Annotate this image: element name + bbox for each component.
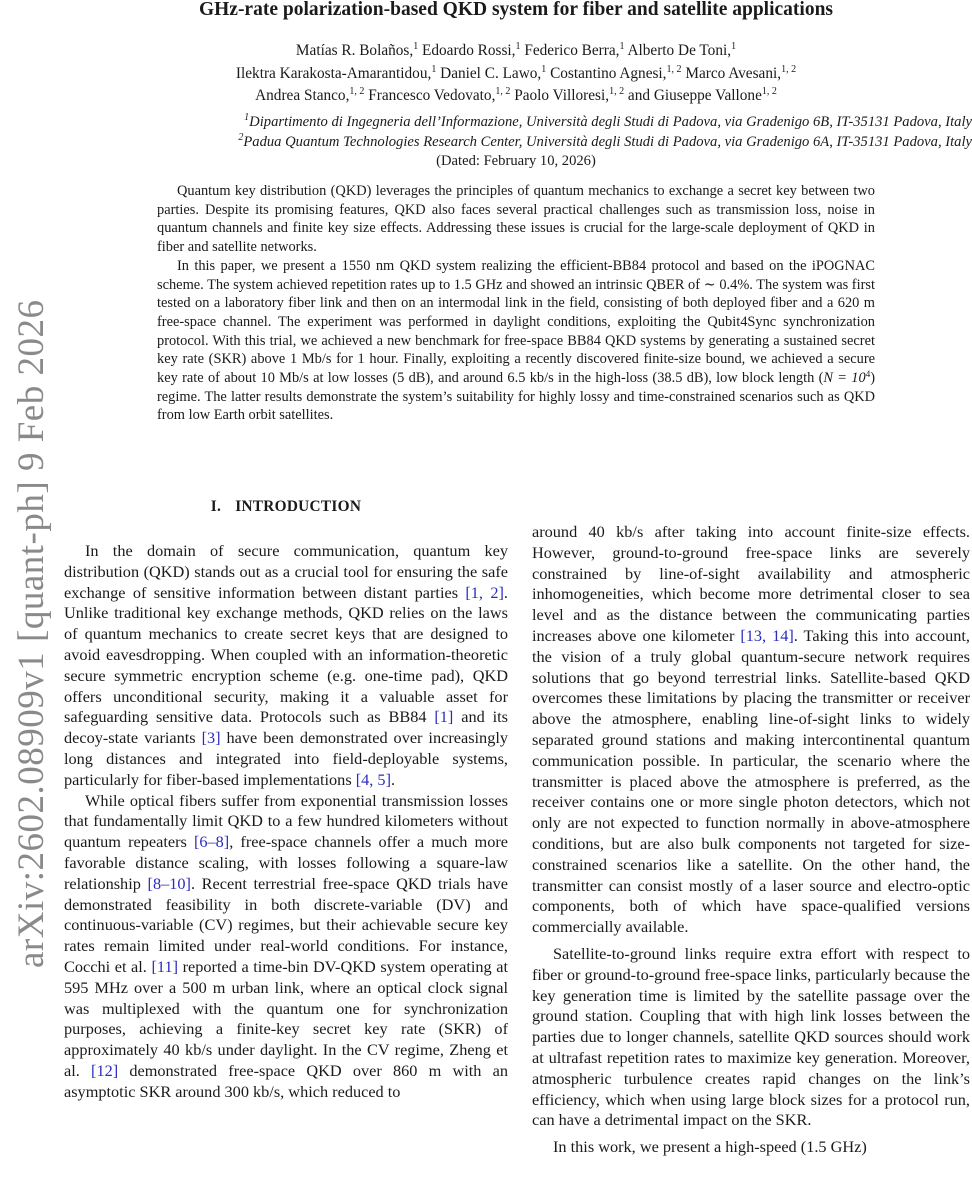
body-paragraph-continued: around 40 kb/s after taking into account finite-size effects. However, ground-to-ground free-space links are severely constrained by line-of-sight availability and atmospheric inhomogeneities, which become more detrimental closer to sea level and as the distance between the communicating parties increases above one kilometer [13, 14]. Taking this into account, the vision of a truly global quantum-secure network requires solutions that go beyond terrestrial links. Satellite-based QKD overcomes these limitations by placing the transmitter or receiver above the atmosphere, enabling line-of-sight links to widely separated ground stations and making intercontinental quantum communication possible. In particular, the scenario where the transmitter is placed above the atmosphere is preferred, as the receiver contains one or more single photon detectors, which not only are not expected to function normally in above-atmosphere conditions, but are also bulk components not targeted for size-constrained scenarios like a satellite. On the other hand, the transmitter can consist mostly of a laser source and electro-optic components, both of which have space-qualified versions commercially available. <box>532 522 970 937</box>
author: Marco Avesani,$^{1, 2}$ <box>685 63 797 82</box>
citation-link[interactable]: [1, 2] <box>465 582 504 602</box>
citation-link[interactable]: [1] <box>434 707 454 727</box>
author: Federico Berra,$^1$ <box>524 41 625 59</box>
body-paragraph: In this work, we present a high-speed (1.5 GHz) <box>553 1137 867 1157</box>
author: Ilektra Karakosta-Amarantidou,$^1$ <box>235 63 437 82</box>
citation-link[interactable]: [13, 14] <box>740 625 794 645</box>
body-paragraph: While optical fibers suffer from exponential transmission losses that fundamentally limit QKD to a few hundred kilometers without quantum repeaters [6–8], free-space channels offer a much more favorable distance scaling, with losses following a square-law relationship [8–10]. Recent terrestrial free-space QKD trials have demonstrated feasibility in both discrete-variable (DV) and continuous-variable (CV) regimes, but their achievable secure key rates remain limited under real-world conditions. For instance, Cocchi et al. [11] reported a time-bin DV-QKD system operating at 595 MHz over a 500 m urban link, where an optical clock signal was multiplexed with the quantum one for synchronization purposes, achieving a finite-key secret key rate (SKR) of approximately 40 kb/s under daylight. In the CV regime, Zheng et al. [12] demonstrated free-space QKD over 860 m with an asymptotic SKR around 300 kb/s, which reduced to <box>64 790 509 1101</box>
citation-link[interactable]: [12] <box>91 1060 119 1080</box>
author: and Giuseppe Vallone$^{1, 2}$ <box>627 86 777 104</box>
author: Matías R. Bolaños,$^1$ <box>295 41 419 59</box>
author-list <box>60 40 972 108</box>
author: Alberto De Toni,$^1$ <box>627 41 737 59</box>
abstract <box>157 182 875 425</box>
citation-link[interactable]: [8–10] <box>147 873 191 893</box>
citation-link[interactable]: [4, 5] <box>355 769 391 789</box>
abstract-paragraph-1: Quantum key distribution (QKD) leverages the principles of quantum mechanics to exchange a secret key between two parties. Despite its promising features, QKD also faces several practical challenges such as transmission loss, noise in quantum channels and finite key size effects. Addressing these issues is crucial for the large-scale deployment of QKD in fiber and satellite networks. <box>157 183 875 256</box>
paper-title: GHz-rate polarization-based QKD system for fiber and satellite applications <box>198 0 834 20</box>
body-paragraph: Satellite-to-ground links require extra effort with respect to fiber or ground-to-ground free-space links, particularly because the key generation time is limited by the satellite passage over the ground station. Coupling that with high link losses between the parties due to longer channels, satellite QKD sources should work at ultrafast repetition rates to maximize key generation. Moreover, atmospheric turbulence creates rapid changes on the link’s efficiency, which when using large block sizes for a protocol run, can have a detrimental impact on the SKR. <box>532 943 970 1130</box>
abstract-paragraph-2: In this paper, we present a 1550 nm QKD system realizing the efficient-BB84 protocol and based on the iPOGNAC scheme. The system achieved repetition rates up to 1.5 GHz and showed an intrinsic QBER of ∼ 0.4%. The system was first tested on a laboratory fiber link and then on an intermodal link in the field, consisting of both deployed fiber and a 620 m free-space channel. The experiment was performed in daylight conditions, exploiting the Qubit4Sync synchronization protocol. With this trial, we achieved a new benchmark for free-space BB84 QKD systems by generating a sustained secret key rate (SKR) above 1 Mb/s for 1 hour. Finally, exploiting a recently discovered finite-size bound, we achieved a secure key rate of about 10 Mb/s at low losses (5 dB), and around 6.5 kb/s in the high-loss (38.5 dB), low block length $(N = 10^4)$ regime. The latter results demonstrate the system’s suitability for highly lossy and time-constrained scenarios such as QKD from low Earth orbit satellites. <box>157 257 875 424</box>
section-heading-introduction: I. INTRODUCTION <box>210 498 362 515</box>
right-column <box>532 522 970 1158</box>
affiliation-1: $^1$Dipartimento di Ingegneria dell’Informazione, Università degli Studi di Padova, via Gradenigo 6B, IT-35131 Padova, Italy <box>244 112 972 130</box>
author: Paolo Villoresi,$^{1, 2}$ <box>514 86 625 104</box>
arxiv-identifier-stamp <box>0 0 60 1200</box>
arxiv-id-text: arXiv:2602.08909v1 [quant-ph] 9 Feb 2026 <box>11 299 52 968</box>
affiliations <box>60 112 972 152</box>
affiliation-2: $^2$Padua Quantum Technologies Research Center, Università degli Studi di Padova, via Gradenigo 6A, IT-35131 Padova, Italy <box>238 132 972 150</box>
citation-link[interactable]: [11] <box>151 956 179 976</box>
author: Edoardo Rossi,$^1$ <box>422 41 521 59</box>
author: Costantino Agnesi,$^{1, 2}$ <box>550 63 682 82</box>
left-column <box>64 497 508 1103</box>
date-line: (Dated: February 10, 2026) <box>436 153 596 169</box>
citation-link[interactable]: [6–8] <box>193 832 230 852</box>
author: Daniel C. Lawo,$^1$ <box>440 63 547 82</box>
author: Andrea Stanco,$^{1, 2}$ <box>255 86 365 104</box>
author: Francesco Vedovato,$^{1, 2}$ <box>368 86 511 104</box>
citation-link[interactable]: [3] <box>201 728 221 748</box>
body-paragraph: In the domain of secure communication, quantum key distribution (QKD) stands out as a crucial tool for ensuring the safe exchange of sensitive information between distant parties [1, 2]. Unlike traditional key exchange methods, QKD relies on the laws of quantum mechanics to create secret keys that are designed to avoid eavesdropping. When coupled with an information-theoretic secure symmetric encryption scheme (e.g. one-time pad), QKD offers unconditional security, making it a valuable asset for safeguarding sensitive data. Protocols such as BB84 [1] and its decoy-state variants [3] have been demonstrated over increasingly long distances and integrated into field-deployable systems, particularly for fiber-based implementations [4, 5]. <box>64 541 509 789</box>
